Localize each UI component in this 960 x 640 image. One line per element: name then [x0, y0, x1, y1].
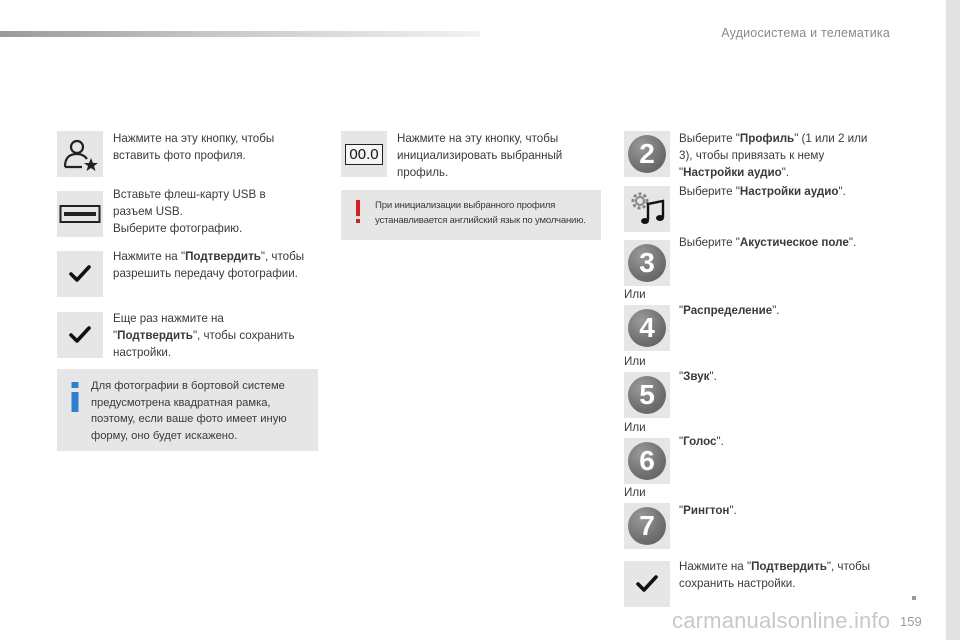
step-6-text	[679, 433, 899, 450]
page-number: 159	[900, 614, 922, 629]
audio-settings-text	[679, 183, 899, 200]
info-icon	[70, 382, 80, 412]
header-rule	[0, 31, 480, 37]
s7-post: ".	[729, 504, 737, 517]
s2-mid: " (1 или 2 или 3), чтобы привязать к нему "	[679, 132, 868, 179]
step-number-5: 5	[628, 376, 666, 414]
confirm-tile-2	[57, 312, 103, 358]
save-bold: Подтвердить	[117, 329, 193, 342]
watermark: carmanualsonline.info	[672, 608, 891, 633]
usb-line-3: Выберите фотографию.	[113, 222, 243, 235]
save-pre-2: "	[113, 329, 118, 342]
s5-bold: Звук	[683, 370, 710, 383]
step-insert-photo: Нажмите на эту кнопку, чтобы вставить фото профиля.	[113, 132, 275, 162]
as-post: ".	[838, 185, 846, 198]
gear-music-icon	[626, 188, 668, 230]
or-label-4: Или	[624, 288, 646, 301]
s6-bold: Голос	[683, 435, 717, 448]
save-post: ", чтобы сохранить настройки.	[113, 329, 295, 359]
checkmark-icon	[636, 575, 658, 593]
checkmark-icon	[69, 326, 91, 344]
s4-bold: Распределение	[683, 304, 773, 317]
step-badge-3	[624, 240, 670, 286]
s5-post: ".	[709, 370, 717, 383]
s4-pre: "	[679, 304, 684, 317]
usb-line-2: разъем USB.	[113, 205, 183, 218]
audio-settings-tile	[624, 186, 670, 232]
s6-post: ".	[716, 435, 724, 448]
step-confirm-save	[113, 310, 323, 361]
step-badge-7	[624, 503, 670, 549]
step-insert-usb	[113, 186, 313, 237]
page-dot	[912, 596, 916, 600]
fc-bold: Подтвердить	[751, 560, 827, 573]
step-7-text	[679, 502, 899, 519]
step-4-text	[679, 302, 899, 319]
page-edge-strip	[946, 0, 960, 640]
step-number-2: 2	[628, 135, 666, 173]
step-number-3: 3	[628, 244, 666, 282]
step-2-text	[679, 130, 879, 181]
final-confirm-text	[679, 558, 899, 592]
as-bold: Настройки аудио	[739, 185, 839, 198]
or-label-5: Или	[624, 355, 646, 368]
fc-post: ", чтобы сохранить настройки.	[679, 560, 871, 590]
confirm-post: ", чтобы разрешить передачу фотографии.	[113, 250, 305, 280]
step-badge-6	[624, 438, 670, 484]
usb-line-1: Вставьте флеш-карту USB в	[113, 188, 266, 201]
s3-post: ".	[848, 236, 857, 249]
warning-line-1: При инициализации выбранного профиля	[375, 200, 556, 211]
s2-post: ".	[781, 166, 790, 179]
profile-star-icon	[60, 134, 100, 174]
s2-bold2: Настройки аудио	[683, 166, 782, 179]
checkmark-icon	[69, 265, 91, 283]
warning-note-text	[375, 199, 599, 228]
s3-bold: Акустическое поле	[739, 236, 849, 249]
profile-photo-button	[57, 131, 103, 177]
s3-pre: Выберите "	[679, 236, 740, 249]
step-badge-2	[624, 131, 670, 177]
s5-pre: "	[679, 370, 684, 383]
fc-pre: Нажмите на "	[679, 560, 752, 573]
s7-pre: "	[679, 504, 684, 517]
section-title: Аудиосистема и телематика	[721, 26, 890, 40]
step-badge-4	[624, 305, 670, 351]
confirm-pre: Нажмите на "	[113, 250, 186, 263]
info-note-text: Для фотографии в бортовой системе предусмотрена квадратная рамка, поэтому, если ваше фото имеет иную форму, оно будет искажено.	[91, 380, 287, 442]
reset-profile-tile	[341, 131, 387, 177]
step-number-7: 7	[628, 507, 666, 545]
step-confirm-transfer	[113, 248, 323, 282]
or-label-7: Или	[624, 486, 646, 499]
usb-slot-tile	[57, 191, 103, 237]
warning-icon	[355, 200, 361, 224]
warning-line-2: устанавливается английский язык по умолчанию.	[375, 214, 586, 226]
step-init-profile: Нажмите на эту кнопку, чтобы инициализировать выбранный профиль.	[397, 132, 563, 179]
confirm-bold: Подтвердить	[185, 250, 261, 263]
s6-pre: "	[679, 435, 684, 448]
step-badge-5	[624, 372, 670, 418]
step-3-text	[679, 234, 899, 251]
s2-pre: Выберите "	[679, 132, 740, 145]
step-number-6: 6	[628, 442, 666, 480]
confirm-tile	[57, 251, 103, 297]
s4-post: ".	[772, 304, 780, 317]
reset-profile-button: 00.0	[345, 144, 382, 165]
save-pre-1: Еще раз нажмите на	[113, 312, 224, 325]
as-pre: Выберите "	[679, 185, 740, 198]
step-5-text	[679, 368, 899, 385]
final-confirm-tile	[624, 561, 670, 607]
or-label-6: Или	[624, 421, 646, 434]
s7-bold: Рингтон	[683, 504, 730, 517]
step-number-4: 4	[628, 309, 666, 347]
usb-slot-icon	[59, 203, 101, 225]
s2-bold1: Профиль	[739, 132, 795, 145]
